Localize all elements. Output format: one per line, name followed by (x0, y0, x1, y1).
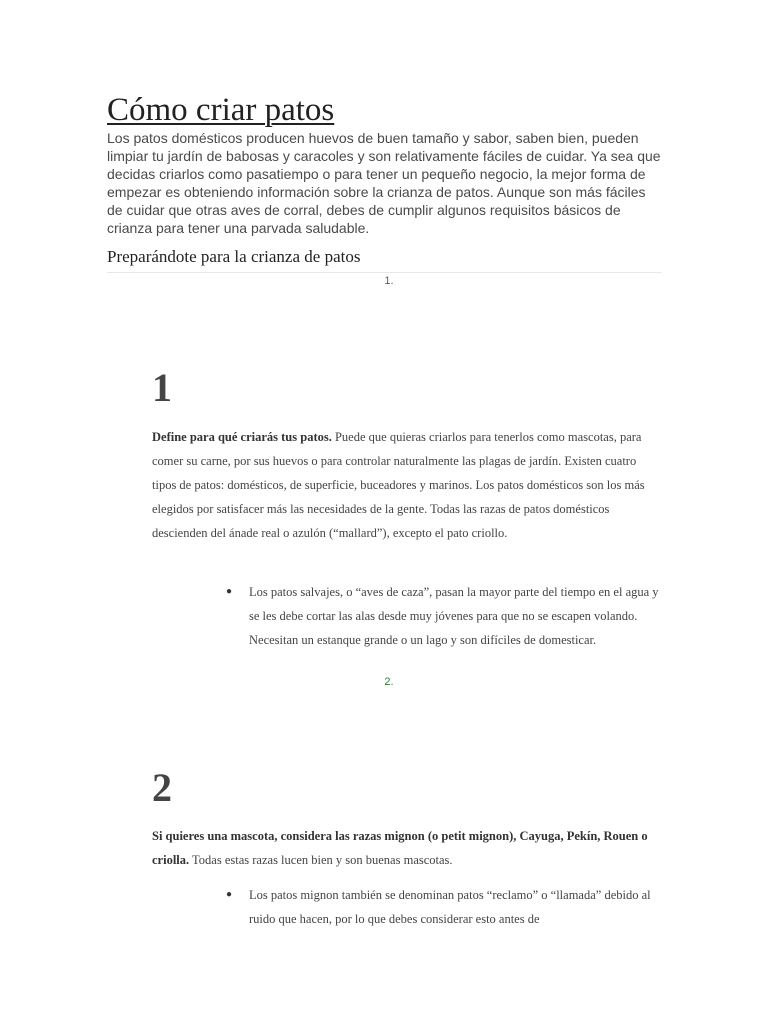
step-marker: 2. (384, 676, 394, 688)
list-item-text: Los patos mignon también se denominan patos “reclamo” o “llamada” debido al ruido que hacen, por lo que debes considerar esto antes de (249, 888, 651, 926)
step-description (152, 425, 662, 545)
list-item (226, 883, 662, 931)
bullet-icon: ● (226, 586, 233, 597)
intro-paragraph: Los patos domésticos producen huevos de buen tamaño y sabor, saben bien, pueden limpiar tu jardín de babosas y caracoles y son relativamente fáciles de cuidar. Ya sea que decidas criarlos como pasatiempo o para tener un pequeño negocio, la mejor forma de empezar es obteniendo información sobre la crianza de patos. Aunque son más fáciles de cuidar que otras aves de corral, debes de cumplir algunos requisitos básicos de crianza para tener una parvada saludable. (107, 130, 661, 236)
page-title: Cómo criar patos (107, 92, 335, 128)
step-text: Puede que quieras criarlos para tenerlos como mascotas, para comer su carne, por sus huevos o para controlar naturalmente las plagas de jardín. Existen cuatro tipos de patos: domésticos, de superficie, buceadores y marinos. Los patos domésticos son los más elegidos por satisfacer más las necesidades de la gente. Todas las razas de patos domésticos descienden del ánade real o azulón (“mallard”), excepto el pato criollo. (152, 430, 645, 540)
step-text: Todas estas razas lucen bien y son buenas mascotas. (189, 853, 453, 867)
step-number: 1 (152, 365, 172, 410)
step-lead: Si quieres una mascota, considera las razas mignon (o petit mignon), Cayuga, Pekín, Rouen o criolla. (152, 829, 648, 867)
bullet-icon: ● (226, 889, 233, 900)
list-item (226, 580, 662, 652)
step-lead: Define para qué criarás tus patos. (152, 430, 332, 444)
step-description (152, 824, 662, 872)
list-item-text: Los patos salvajes, o “aves de caza”, pasan la mayor parte del tiempo en el agua y se les debe cortar las alas desde muy jóvenes para que no se escapen volando. Necesitan un estanque grande o un lago y son difíciles de domesticar. (249, 585, 659, 647)
step-number: 2 (152, 765, 172, 810)
step-marker: 1. (384, 275, 394, 287)
section-heading: Preparándote para la crianza de patos (107, 246, 662, 273)
